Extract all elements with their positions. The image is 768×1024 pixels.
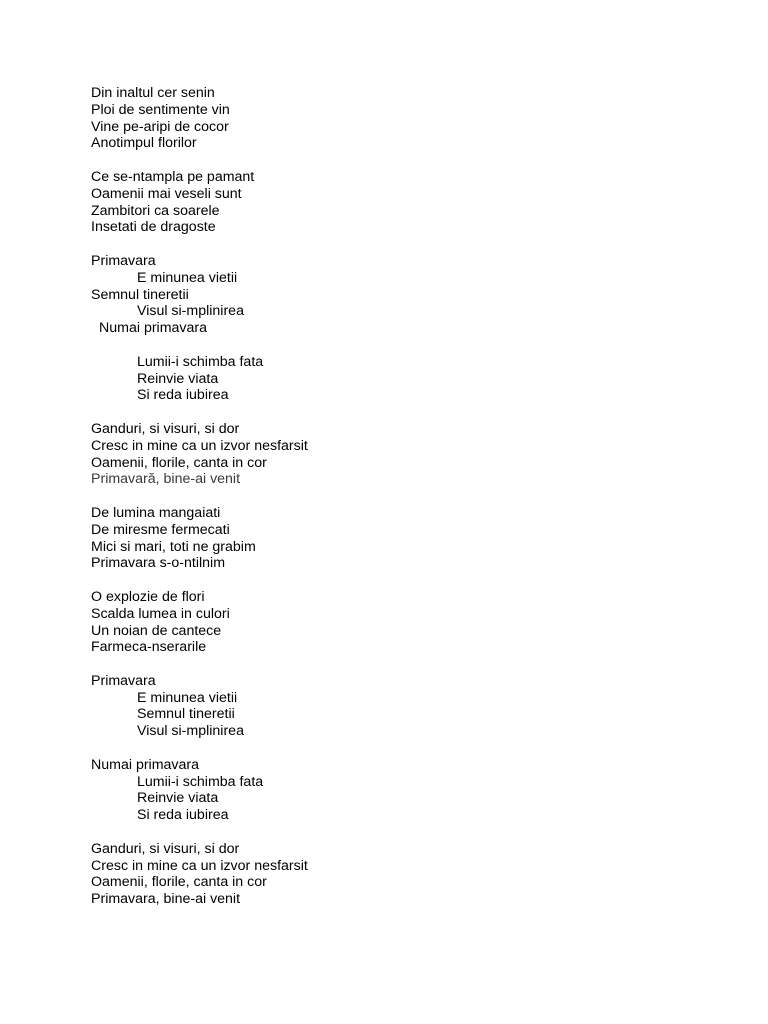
stanza-chorus-1: [91, 421, 691, 488]
lyric-line-indented: Si reda iubirea: [137, 807, 229, 824]
lyric-line: Oamenii, florile, canta in cor: [91, 454, 267, 471]
lyric-line: Vine pe-aripi de cocor: [91, 118, 229, 135]
lyric-line: Farmeca-nserarile: [91, 639, 207, 656]
lyric-line: Cresc in mine ca un izvor nesfarsit: [91, 857, 308, 874]
lyric-line-indented: E minunea vietii: [137, 689, 238, 706]
stanza-refrain-2: [91, 354, 691, 404]
lyric-line-indented: Si reda iubirea: [137, 387, 229, 404]
lyric-line: Ganduri, si visuri, si dor: [91, 840, 240, 857]
lyric-line: Semnul tineretii: [91, 286, 189, 303]
lyric-line: Primavara: [91, 252, 156, 269]
lyric-line: Primavară, bine-ai venit: [91, 471, 241, 488]
lyric-line: Un noian de cantece: [91, 622, 222, 639]
stanza-3: [91, 505, 691, 572]
stanza-1: [91, 85, 691, 152]
lyric-line-indented: Reinvie viata: [137, 370, 219, 387]
lyric-line-indented: Numai primavara: [99, 320, 208, 337]
lyric-line: Primavara, bine-ai venit: [91, 891, 241, 908]
stanza-refrain-3: [91, 673, 691, 740]
lyric-line: Mici si mari, toti ne grabim: [91, 538, 256, 555]
stanza-4: [91, 589, 691, 656]
lyric-line: Insetati de dragoste: [91, 219, 216, 236]
lyric-line-indented: E minunea vietii: [137, 269, 238, 286]
lyric-line-indented: Reinvie viata: [137, 790, 219, 807]
lyric-line: Oamenii, florile, canta in cor: [91, 874, 267, 891]
lyric-line: Primavara: [91, 672, 156, 689]
song-lyrics: [91, 85, 691, 925]
lyric-line: Din inaltul cer senin: [91, 85, 215, 101]
lyric-line-indented: Lumii-i schimba fata: [137, 353, 264, 370]
lyric-line-indented: Visul si-mplinirea: [137, 303, 244, 320]
lyric-line: Zambitori ca soarele: [91, 202, 220, 219]
lyric-line: Anotimpul florilor: [91, 135, 197, 152]
stanza-refrain-4: [91, 757, 691, 824]
lyric-line-indented: Semnul tineretii: [137, 706, 235, 723]
lyric-line: Primavara s-o-ntilnim: [91, 555, 226, 572]
stanza-chorus-2: [91, 841, 691, 908]
lyric-line: De miresme fermecati: [91, 521, 230, 538]
lyric-line: Ploi de sentimente vin: [91, 101, 230, 118]
stanza-2: [91, 169, 691, 236]
lyric-line-indented: Visul si-mplinirea: [137, 723, 244, 740]
lyric-line: De lumina mangaiati: [91, 504, 221, 521]
lyric-line-indented: Lumii-i schimba fata: [137, 773, 264, 790]
lyric-line: Numai primavara: [91, 756, 200, 773]
lyric-line: Ce se-ntampla pe pamant: [91, 168, 255, 185]
lyric-line: Ganduri, si visuri, si dor: [91, 420, 240, 437]
stanza-refrain-1: [91, 253, 691, 337]
lyric-line: Oamenii mai veseli sunt: [91, 185, 242, 202]
lyric-line: O explozie de flori: [91, 588, 205, 605]
lyric-line: Scalda lumea in culori: [91, 605, 230, 622]
lyric-line: Cresc in mine ca un izvor nesfarsit: [91, 437, 308, 454]
